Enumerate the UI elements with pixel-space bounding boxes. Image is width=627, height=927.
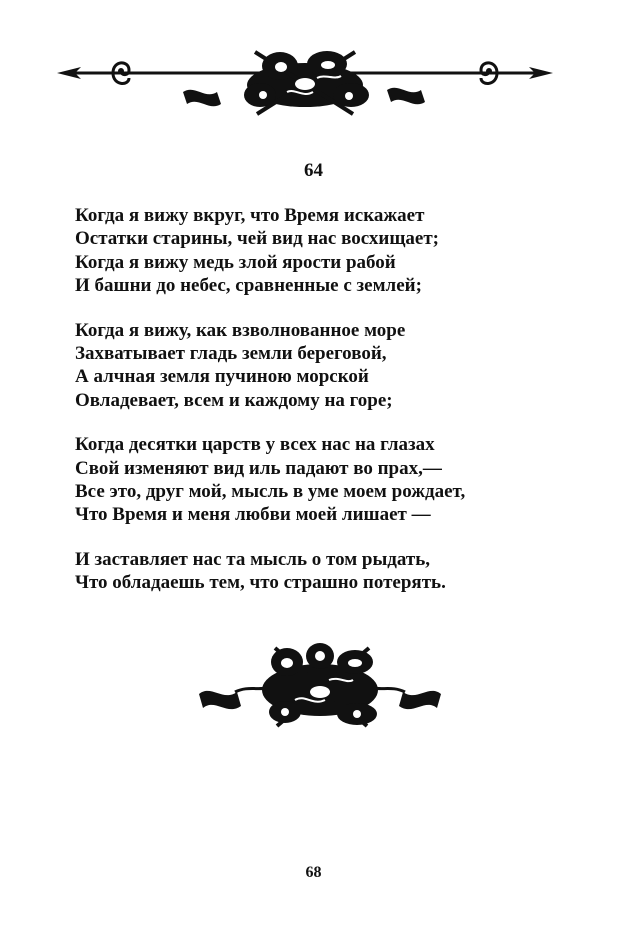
- poem-line: Что обладаешь тем, что страшно потерять.: [75, 572, 446, 594]
- stanza: [75, 204, 595, 298]
- poem-line: Когда я вижу вкруг, что Время искажает: [75, 205, 425, 226]
- poem-text: [75, 204, 595, 616]
- poem-line: И заставляет нас та мысль о том рыдать,: [75, 548, 431, 570]
- poem-line: Остатки старины, чей вид нас восхищает;: [75, 228, 439, 250]
- poem-line: Все это, друг мой, мысль в уме моем рождает,: [75, 481, 466, 503]
- poem-line: Когда я вижу, как взволнованное море: [75, 319, 406, 341]
- top-ornament-icon: [55, 40, 555, 120]
- stanza: [75, 319, 595, 413]
- poem-line: Захватывает гладь земли береговой,: [75, 343, 387, 365]
- poem-line: Свой изменяют вид иль падают во прах,—: [75, 457, 442, 479]
- stanza: [75, 548, 595, 595]
- poem-line: Когда я вижу медь злой ярости рабой: [75, 251, 396, 273]
- page-number: 68: [305, 864, 322, 881]
- stanza: [75, 433, 595, 527]
- sonnet-number: 64: [304, 160, 323, 181]
- poem-line: Овладевает, всем и каждому на горе;: [75, 389, 393, 411]
- poem-line: Когда десятки царств у всех нас на глазах: [75, 434, 435, 456]
- bottom-ornament-icon: [195, 640, 445, 730]
- poem-line: А алчная земля пучиною морской: [75, 366, 369, 388]
- poem-line: Что Время и меня любви моей лишает —: [75, 504, 431, 526]
- poem-line: И башни до небес, сравненные с землей;: [75, 275, 422, 297]
